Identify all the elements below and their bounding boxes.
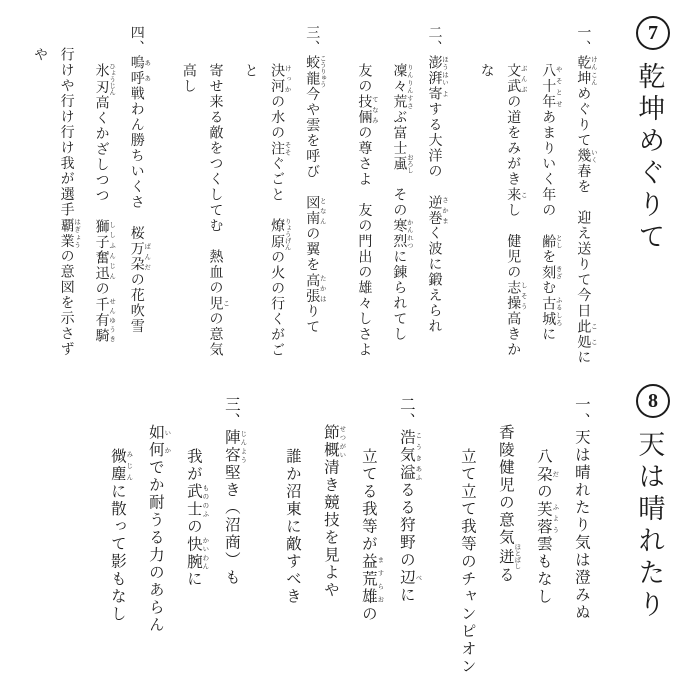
verse-column: 如何 いかでか耐うる力のあらん — [146, 424, 171, 634]
song-7-section — [1, 16, 670, 372]
verse-column — [420, 25, 448, 372]
verse-number: 一、 — [572, 396, 590, 429]
verse-column: 決河 けっかの水の注 そそぐごと 燎原 りょうげんの火の行くがごと — [242, 63, 291, 359]
circled-number-badge-7 — [636, 16, 670, 50]
song-7-verse-3 — [174, 16, 325, 372]
verse-number: 四、 — [128, 25, 144, 55]
song-7-title-column — [631, 16, 670, 372]
song-7-verse-1 — [472, 16, 597, 372]
verse-column: 行けや行け行け我が選手覇業 はぎょうの意図を示さずや — [31, 47, 81, 357]
verse-column: 文武 ぶんぶの道をみがき来 こし 健児の志操 しそう高きかな — [478, 63, 527, 358]
song-title: 天は晴れたり — [634, 430, 665, 622]
verse-column: 立てる我等が益荒雄 ますらおの — [359, 448, 384, 623]
verse-column: 八十年 やそとせあまりいく年の 齢 としを刻 きざむ古城 ふるしろに — [540, 63, 562, 342]
verse-column — [122, 25, 150, 372]
verse-column: 凜々 りんりん荒 すさぶ富士颪 おろし その寒烈 かんれつに錬られてし — [391, 63, 413, 342]
song-8-verse-2 — [277, 384, 422, 698]
verse-column — [569, 25, 597, 372]
verse-column — [216, 396, 247, 698]
badge-digit: 7 — [648, 21, 658, 44]
verse-number: 二、 — [397, 396, 415, 429]
song-7-verse-4 — [25, 16, 150, 372]
verse-column: 友の技倆 てなみの尊さよ 友の門出の雄々しさよ — [356, 63, 378, 358]
lyric-line: 蛟龍 こうりゅう今や雲を呼び 図南 となんの翼を高張 たかはりて — [304, 54, 326, 335]
song-8-section — [72, 384, 670, 698]
lyric-line: 浩気 こうき溢 あふるる狩野の辺 べに — [397, 429, 422, 604]
verse-number: 二、 — [426, 25, 442, 55]
verse-column: 香陵健児の意気迸 ほとばしる — [496, 424, 521, 584]
verse-column: 節概 せつがい清き競技を見よや — [321, 424, 346, 599]
verse-column — [391, 396, 422, 698]
verse-column: 寄せ来る敵をつくしてむ 熱血の児 この意気高し — [180, 63, 229, 358]
circled-number-badge-8 — [636, 384, 670, 418]
verse-column: 誰か沼東に敵すべき — [283, 448, 301, 606]
verse-column: 微塵 みじんに散って影もなし — [108, 448, 133, 623]
badge-digit: 8 — [648, 389, 658, 412]
verse-number: 三、 — [222, 396, 240, 429]
verse-column — [298, 25, 326, 372]
song-7-verse-2 — [350, 16, 448, 372]
lyric-line: 陣容 じんよう堅き（沼商）も — [222, 429, 247, 587]
lyric-line: 澎湃 ほうはい寄 よする大洋の 逆巻 さかまく波に鍛えられ — [426, 55, 449, 334]
verse-column: 氷刃 ひょうじん高くかざしつつ 獅子奮迅 ししふんじんの千有騎 せんゆうき — [93, 63, 116, 344]
verse-column: 我が武士 もののふの快腕 かいわんに — [184, 448, 209, 588]
song-title: 乾坤めぐりて — [634, 62, 665, 254]
verse-column: 立て立て我等のチャンピオン — [458, 448, 476, 676]
verse-number: 三、 — [304, 25, 320, 55]
song-8-title-column — [631, 384, 670, 698]
verse-column — [566, 396, 597, 698]
lyric-line: 天は晴れたり気は澄みぬ — [572, 429, 590, 622]
song-8-verse-3 — [102, 384, 247, 698]
verse-number: 一、 — [575, 25, 591, 55]
song-8-verse-1 — [452, 384, 597, 698]
verse-column: 八朶 だの芙蓉 ふよう雲もなし — [534, 448, 559, 606]
lyric-line: 乾坤 けんこんめぐりて幾 いく春を 迎え送りて今日此処 ここに — [575, 55, 597, 365]
lyric-line: 嗚呼 ああ戦わん勝ちいくさ 桜万朶 ばんだの花吹雪 — [128, 55, 151, 334]
